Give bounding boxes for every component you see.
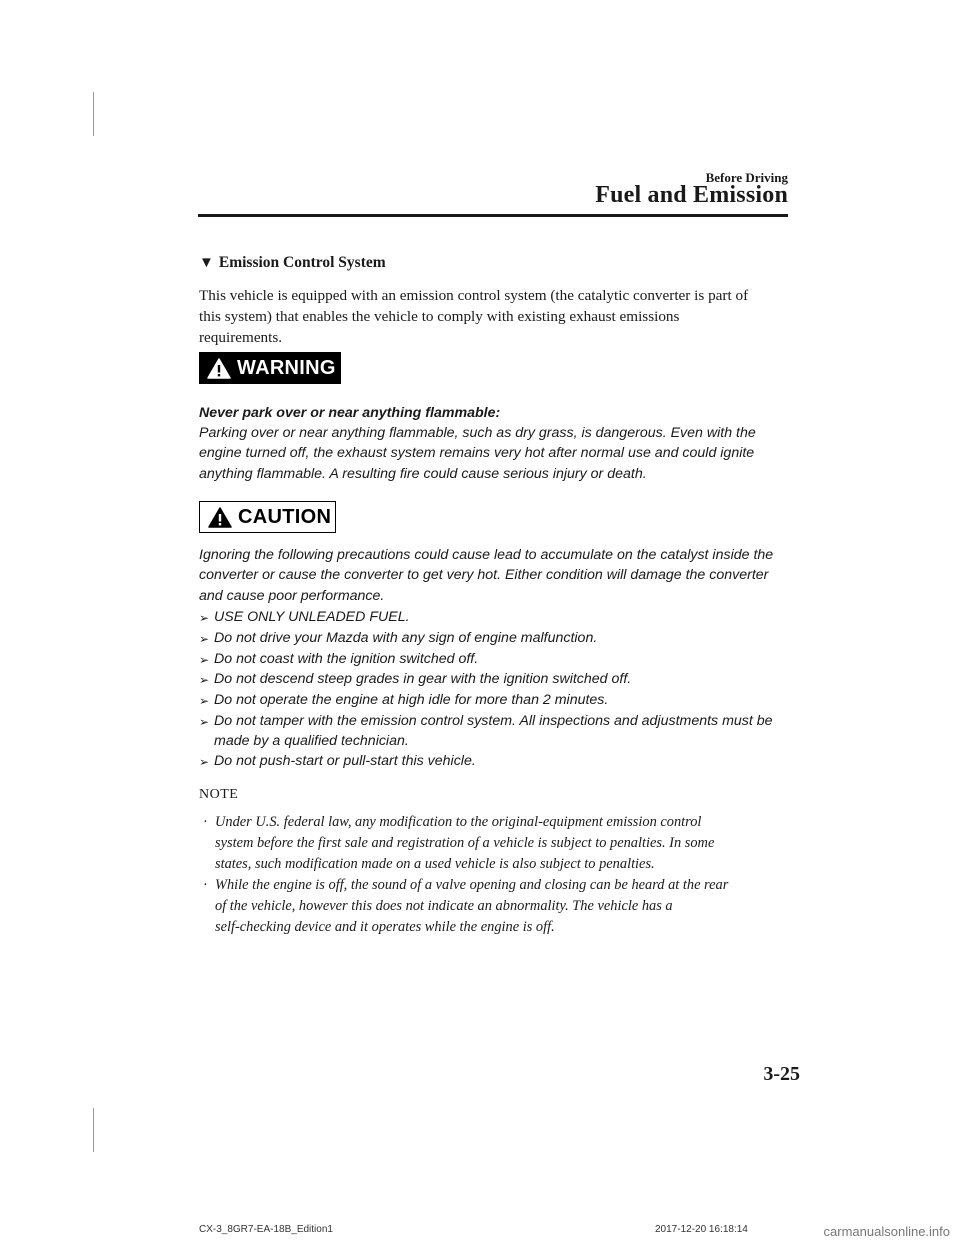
list-item-text xyxy=(214,712,773,752)
caution-badge xyxy=(199,501,336,533)
arrow-bullet-icon: ➢ xyxy=(199,754,210,769)
dot-bullet-icon: · xyxy=(203,814,208,830)
list-item-line: Do not tamper with the emission control system. All inspections and adjustments must be xyxy=(214,712,773,729)
watermark[interactable]: carmanualsonline.info xyxy=(823,1224,950,1239)
note-line: states, such modification made on a used vehicle is also subject to penalties. xyxy=(215,856,655,872)
arrow-bullet-icon: ➢ xyxy=(199,611,210,625)
list-item-text: USE ONLY UNLEADED FUEL. xyxy=(214,609,410,625)
caution-line: converter or cause the converter to get very hot. Either condition will damage the converter xyxy=(199,567,769,584)
warning-title: Never park over or near anything flammable: xyxy=(199,405,501,421)
heading-marker: ▼ xyxy=(199,254,214,271)
note-line: Under U.S. federal law, any modification to the original-equipment emission control xyxy=(215,814,702,830)
warning-line: engine turned off, the exhaust system remains very hot after normal use and could ignite xyxy=(199,445,755,462)
caution-list xyxy=(199,608,799,772)
note-item-text xyxy=(215,812,714,875)
warning-line: anything flammable. A resulting fire could cause serious injury or death. xyxy=(199,465,647,482)
arrow-bullet-icon: ➢ xyxy=(199,673,210,688)
note-list xyxy=(203,812,788,938)
arrow-bullet-icon: ➢ xyxy=(199,631,210,646)
dot-bullet-icon: · xyxy=(203,877,208,893)
warning-line: Parking over or near anything flammable, such as dry grass, is dangerous. Even with the xyxy=(199,425,756,441)
caution-line: Ignoring the following precautions could cause lead to accumulate on the catalyst inside the xyxy=(199,547,774,563)
list-item-text: Do not coast with the ignition switched off. xyxy=(214,650,479,667)
note-line: self-checking device and it operates while the engine is off. xyxy=(215,919,555,935)
crop-mark-bottom xyxy=(93,1108,94,1152)
list-item-line: made by a qualified technician. xyxy=(214,732,409,749)
footer-timestamp: 2017-12-20 16:18:14 xyxy=(655,1224,748,1235)
list-item xyxy=(199,752,799,773)
warning-triangle-icon xyxy=(208,507,232,528)
subsection-heading xyxy=(199,254,386,272)
note-item xyxy=(203,875,788,938)
list-item-text: Do not drive your Mazda with any sign of engine malfunction. xyxy=(214,629,598,646)
page-number: 3-25 xyxy=(763,1063,800,1085)
intro-paragraph xyxy=(199,285,799,348)
list-item xyxy=(199,650,799,671)
heading-title: Emission Control System xyxy=(218,254,386,271)
intro-line: This vehicle is equipped with an emission control system (the catalytic converter is part of xyxy=(199,287,749,304)
header-rule xyxy=(198,214,788,217)
warning-triangle-icon xyxy=(207,358,231,379)
arrow-bullet-icon: ➢ xyxy=(199,714,210,729)
caution-text xyxy=(199,545,799,606)
list-item xyxy=(199,691,799,712)
note-title: NOTE xyxy=(199,787,239,802)
list-item xyxy=(199,712,799,752)
arrow-bullet-icon: ➢ xyxy=(199,652,210,667)
list-item-text: Do not push-start or pull-start this vehicle. xyxy=(214,752,476,769)
note-line: of the vehicle, however this does not indicate an abnormality. The vehicle has a xyxy=(215,898,673,914)
warning-badge xyxy=(199,352,341,384)
footer-doc-id: CX-3_8GR7-EA-18B_Edition1 xyxy=(199,1224,333,1235)
list-item xyxy=(199,629,799,650)
list-item xyxy=(199,670,799,691)
warning-text xyxy=(199,423,799,484)
note-line: While the engine is off, the sound of a valve opening and closing can be heard at the rear xyxy=(215,877,729,893)
list-item-text: Do not descend steep grades in gear with the ignition switched off. xyxy=(214,671,632,688)
note-item-text xyxy=(215,875,728,938)
section-title: Fuel and Emission xyxy=(595,182,788,208)
intro-line: requirements. xyxy=(199,329,283,346)
intro-line: this system) that enables the vehicle to comply with existing exhaust emissions xyxy=(199,308,680,325)
list-item-text: Do not operate the engine at high idle for more than 2 minutes. xyxy=(214,692,609,709)
chapter-title: Before Driving xyxy=(705,170,788,185)
crop-mark-top xyxy=(93,92,94,136)
note-line: system before the first sale and registration of a vehicle is subject to penalties. In some xyxy=(215,835,715,851)
warning-label: WARNING xyxy=(237,356,336,379)
caution-label: CAUTION xyxy=(238,505,332,528)
arrow-bullet-icon: ➢ xyxy=(199,694,210,709)
list-item xyxy=(199,608,799,629)
caution-line: and cause poor performance. xyxy=(199,587,385,604)
note-item xyxy=(203,812,788,875)
